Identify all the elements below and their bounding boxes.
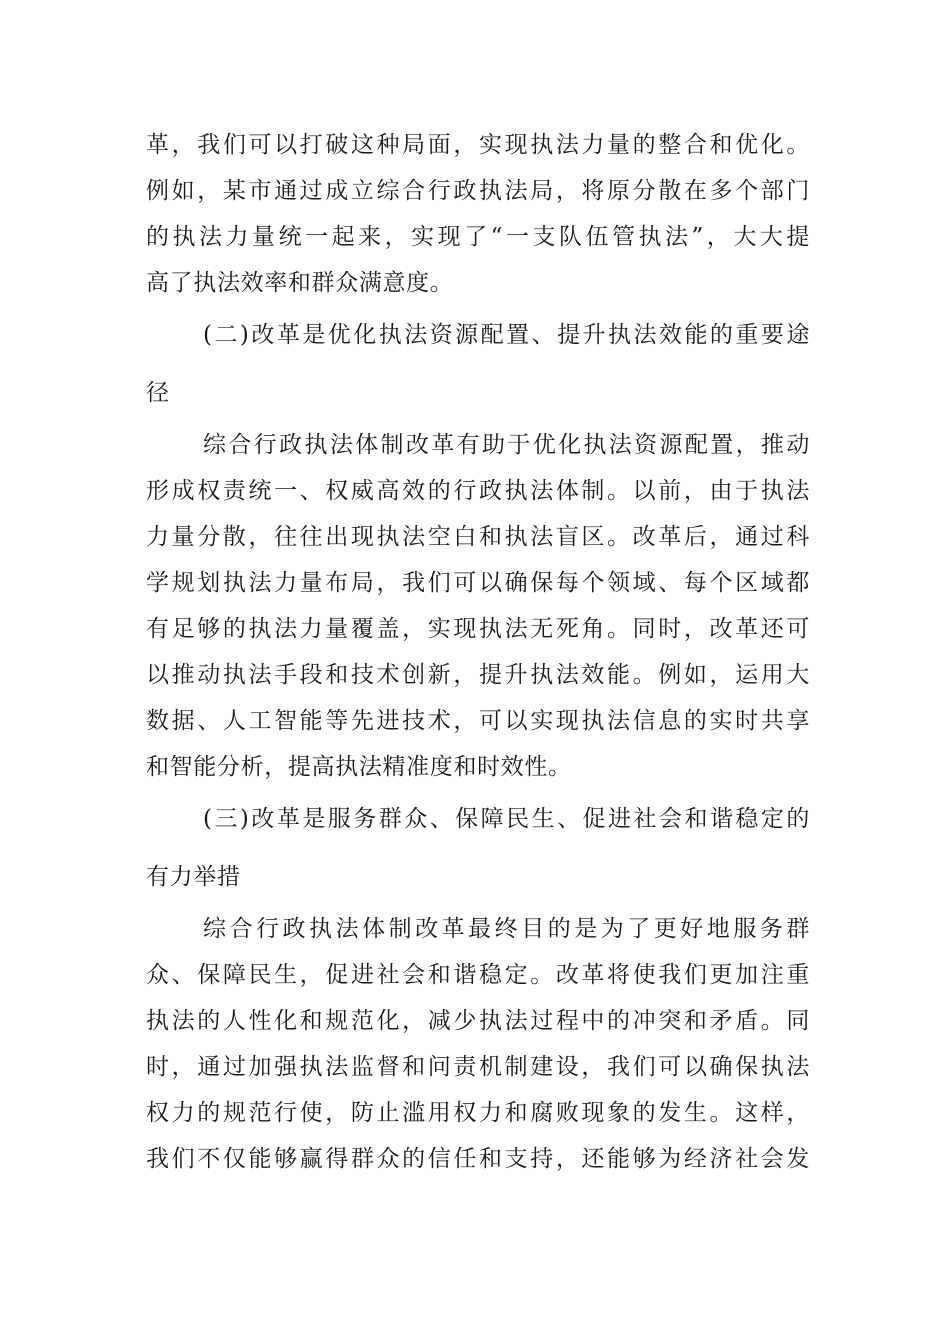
text-line: 有足够的执法力量覆盖，实现执法无死角。同时，改革还可 [146, 616, 810, 642]
text-line: 力量分散，往往出现执法空白和执法盲区。改革后，通过科 [146, 524, 810, 550]
heading-line: 径 [146, 380, 170, 406]
text-line: 执法的人性化和规范化，减少执法过程中的冲突和矛盾。同 [146, 1008, 810, 1034]
text-line: 的执法力量统一起来，实现了“一支队伍管执法”，大大提 [146, 224, 810, 250]
section-heading-3 [146, 790, 810, 906]
paragraph-resource-allocation [146, 422, 810, 790]
text-line: 例如，某市通过成立综合行政执法局，将原分散在多个部门 [146, 178, 810, 204]
heading-line: (三)改革是服务群众、保障民生、促进社会和谐稳定的 [203, 806, 810, 832]
text-line: 以推动执法手段和技术创新，提升执法效能。例如，运用大 [146, 662, 810, 688]
text-line: 我们不仅能够赢得群众的信任和支持，还能够为经济社会发 [146, 1146, 810, 1172]
text-line: 众、保障民生，促进社会和谐稳定。改革将使我们更加注重 [146, 962, 810, 988]
text-line: 学规划执法力量布局，我们可以确保每个领域、每个区域都 [146, 570, 810, 596]
text-line: 高了执法效率和群众满意度。 [146, 270, 454, 296]
text-line: 权力的规范行使，防止滥用权力和腐败现象的发生。这样， [146, 1100, 810, 1126]
paragraph-serving-public [146, 906, 810, 1182]
section-heading-2 [146, 306, 810, 422]
text-line: 时，通过加强执法监督和问责机制建设，我们可以确保执法 [146, 1054, 810, 1080]
text-line: 数据、人工智能等先进技术，可以实现执法信息的实时共享 [146, 708, 810, 734]
heading-line: 有力举措 [146, 864, 241, 890]
paragraph-enforcement-integration [146, 122, 810, 306]
text-line: 革，我们可以打破这种局面，实现执法力量的整合和优化。 [146, 132, 810, 158]
text-line: 形成权责统一、权威高效的行政执法体制。以前，由于执法 [146, 478, 810, 504]
document-body [146, 122, 810, 1182]
heading-line: (二)改革是优化执法资源配置、提升执法效能的重要途 [203, 322, 810, 348]
text-line: 综合行政执法体制改革有助于优化执法资源配置，推动 [203, 432, 810, 458]
text-line: 综合行政执法体制改革最终目的是为了更好地服务群 [203, 916, 810, 942]
text-line: 和智能分析，提高执法精准度和时效性。 [146, 754, 572, 780]
